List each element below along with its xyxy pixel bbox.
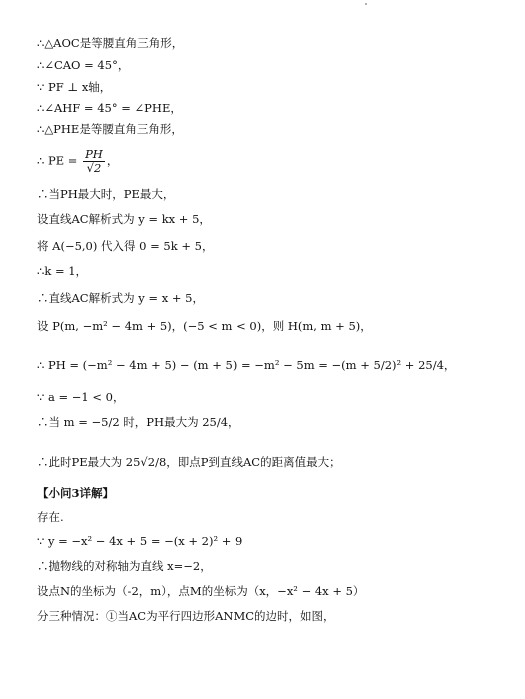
pe-formula-prefix: ∴ PE = [37,153,78,168]
text-line: ∴当 m = −5/2 时，PH最大为 25/4， [37,415,240,429]
text-line: ∵ PF ⊥ x轴， [37,80,112,94]
text-line: ∴∠CAO = 45°， [37,58,130,72]
text-line: ∴直线AC解析式为 y = x + 5， [37,291,204,305]
text-line: 分三种情况：①当AC为平行四边形ANMC的边时，如图， [37,609,335,623]
text-line: 设点N的坐标为（-2，m），点M的坐标为（x，−x² − 4x + 5） [37,584,365,598]
comma: ， [106,153,119,168]
section-heading: 【小问3详解】 [37,486,115,500]
text-line: ∴抛物线的对称轴为直线 x=−2， [37,559,212,573]
text-line: 设直线AC解析式为 y = kx + 5， [37,212,211,226]
text-line: ∴△PHE是等腰直角三角形， [37,122,183,136]
text-line: ∵ y = −x² − 4x + 5 = −(x + 2)² + 9 [37,534,243,548]
stray-dot [365,3,367,5]
text-line: ∴ PH = (−m² − 4m + 5) − (m + 5) = −m² − 5m = −(m + 5/2)² + 25/4， [37,358,456,372]
text-line: 将 A(−5,0) 代入得 0 = 5k + 5， [37,239,214,253]
text-line: ∴∠AHF = 45° = ∠PHE， [37,101,182,115]
text-line: ∵ a = −1 < 0， [37,390,125,404]
fraction-denominator: √2 [86,161,102,175]
fraction-numerator: PH [85,147,103,161]
text-line: ∴此时PE最大为 25√2/8，即点P到直线AC的距离值最大； [37,455,341,469]
pe-fraction [83,148,105,175]
pe-formula-line [37,148,118,175]
text-line: ∴当PH最大时，PE最大， [37,187,175,201]
text-line: ∴△AOC是等腰直角三角形， [37,36,184,50]
text-line: 存在. [37,510,64,524]
text-line: 设 P(m, −m² − 4m + 5)，(−5 < m < 0)，则 H(m, m + 5)， [37,319,372,333]
text-line: ∴k = 1， [37,264,88,278]
